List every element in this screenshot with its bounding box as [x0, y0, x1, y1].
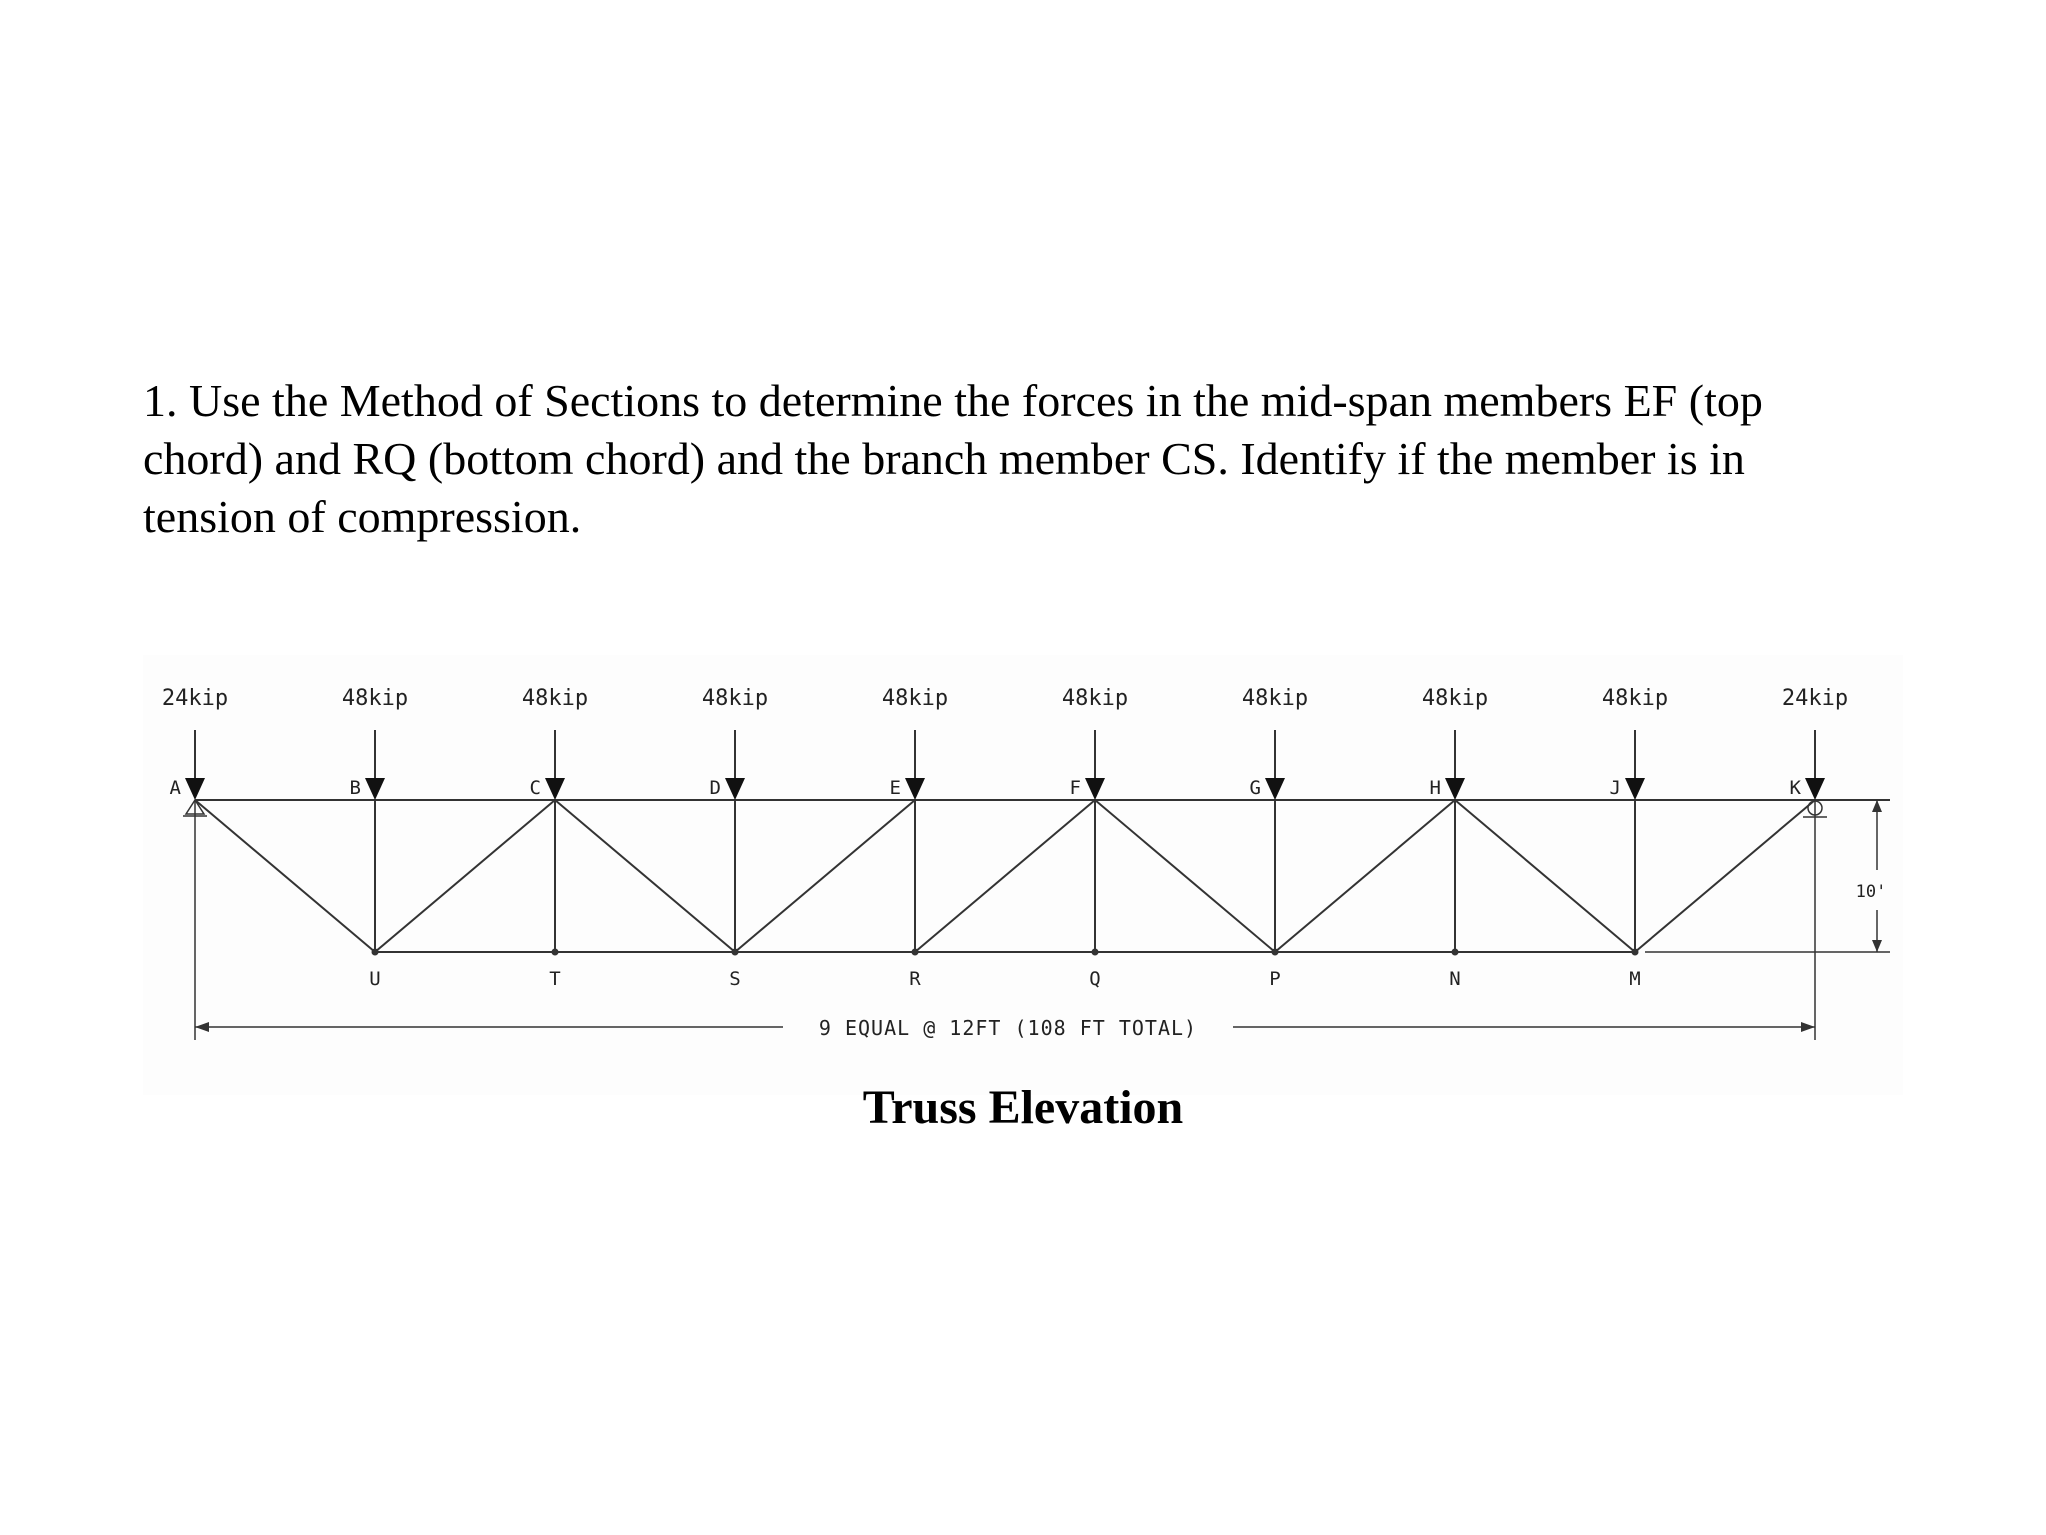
bottom-node-label: T [549, 968, 561, 990]
bottom-node-dot [372, 949, 379, 956]
bottom-node-dot [1092, 949, 1099, 956]
height-dimension-arrow-top [1872, 800, 1882, 812]
load-arrowhead [1625, 778, 1645, 800]
load-label: 48kip [1601, 686, 1669, 711]
diagonal-member-3 [555, 800, 735, 952]
load-arrowhead [905, 778, 925, 800]
problem-statement [143, 372, 1943, 546]
diagonal-member-8 [1455, 800, 1635, 952]
diagonal-member-5 [915, 800, 1095, 952]
load-arrowhead [185, 778, 205, 800]
bottom-node-label: M [1629, 968, 1641, 990]
load-label: 24kip [161, 686, 229, 711]
span-dimension-arrow-right [1801, 1022, 1815, 1032]
problem-line-2: chord) and RQ (bottom chord) and the branch member CS. Identify if the member is in [143, 433, 1745, 484]
load-label: 48kip [1421, 686, 1489, 711]
top-node-label: B [349, 777, 361, 799]
top-node-label: J [1609, 777, 1621, 799]
bottom-node-dot [1452, 949, 1459, 956]
bottom-node-dot [1272, 949, 1279, 956]
height-dimension-arrow-bottom [1872, 940, 1882, 952]
bottom-node-dot [912, 949, 919, 956]
problem-line-3: tension of compression. [143, 491, 582, 542]
load-label: 48kip [1241, 686, 1309, 711]
top-node-label: C [529, 777, 541, 799]
diagonal-member-4 [735, 800, 915, 952]
bottom-node-label: Q [1089, 968, 1101, 990]
bottom-node-label: U [369, 968, 381, 990]
load-arrowhead [545, 778, 565, 800]
span-dimension-arrow-left [195, 1022, 209, 1032]
top-node-label: F [1069, 777, 1081, 799]
span-dimension-label: 9 EQUAL @ 12FT (108 FT TOTAL) [818, 1016, 1198, 1040]
bottom-node-label: P [1269, 968, 1281, 990]
problem-line-1: 1. Use the Method of Sections to determine the forces in the mid-span members EF (top [143, 375, 1763, 426]
diagonal-member-9 [1635, 800, 1815, 952]
load-arrowhead [725, 778, 745, 800]
truss-drawing [143, 655, 1903, 1095]
top-node-label: D [709, 777, 721, 799]
top-node-label: E [889, 777, 901, 799]
load-arrowhead [1805, 778, 1825, 800]
load-arrowhead [1265, 778, 1285, 800]
top-node-label: G [1249, 777, 1261, 799]
bottom-node-label: S [729, 968, 741, 990]
diagonal-member-1 [195, 800, 375, 952]
diagonal-member-6 [1095, 800, 1275, 952]
load-label: 48kip [881, 686, 949, 711]
load-label: 48kip [341, 686, 409, 711]
load-arrowhead [1445, 778, 1465, 800]
top-node-label: A [169, 777, 181, 799]
bottom-node-label: R [909, 968, 921, 990]
load-label: 24kip [1781, 686, 1849, 711]
figure-caption: Truss Elevation [862, 1081, 1184, 1134]
bottom-node-dot [552, 949, 559, 956]
top-node-label: H [1429, 777, 1441, 799]
diagonal-member-7 [1275, 800, 1455, 952]
truss-elevation-diagram [143, 655, 1903, 1095]
bottom-node-label: N [1449, 968, 1461, 990]
bottom-node-dot [732, 949, 739, 956]
load-arrowhead [1085, 778, 1105, 800]
load-arrowhead [365, 778, 385, 800]
bottom-node-dot [1632, 949, 1639, 956]
diagonal-member-2 [375, 800, 555, 952]
load-label: 48kip [521, 686, 589, 711]
height-dimension-label: 10' [1855, 882, 1887, 902]
load-label: 48kip [1061, 686, 1129, 711]
top-node-label: K [1789, 777, 1801, 799]
load-label: 48kip [701, 686, 769, 711]
